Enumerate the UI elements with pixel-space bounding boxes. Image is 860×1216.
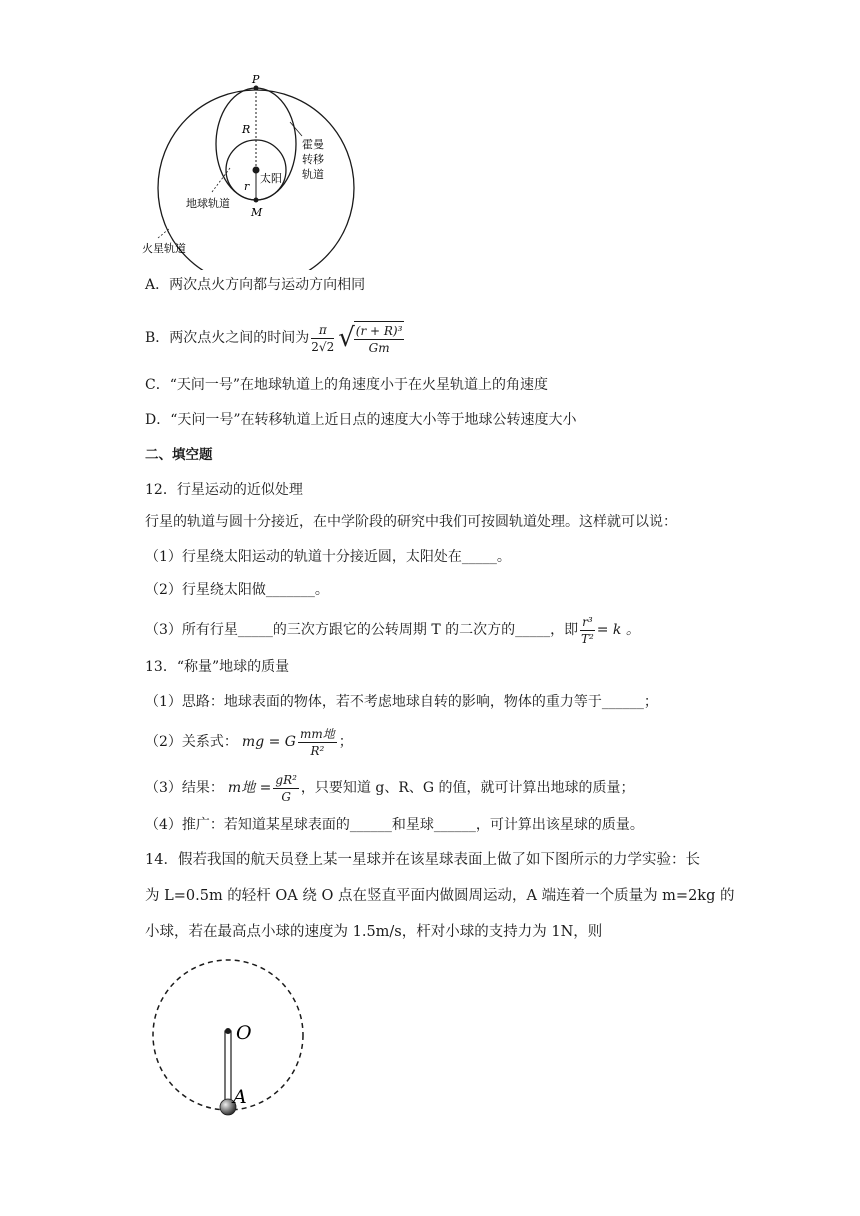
section-title: 二、填空题: [145, 447, 213, 463]
label-O: O: [236, 1022, 252, 1044]
q13-part2-prefix: （2）关系式：: [145, 734, 238, 750]
label-P: P: [252, 73, 260, 86]
q13-part2-tail: ；: [338, 734, 353, 750]
option-d: D．“天问一号”在转移轨道上近日点的速度大小等于地球公转速度大小: [145, 412, 577, 428]
q13-title: 13．“称量”地球的质量: [145, 659, 290, 675]
q14-line1: 14．假若我国的航天员登上某一星球并在该星球表面上做了如下图所示的力学实验：长: [145, 852, 700, 868]
label-r: r: [244, 180, 250, 193]
sqrt-sign: √: [338, 323, 355, 353]
option-b-sqrt-num: (r + R)³: [355, 323, 403, 338]
q13-part3-lhs: m地 =: [227, 780, 272, 796]
mars-orbit-leader: [158, 228, 170, 238]
option-b-sqrt-fraction: [354, 321, 405, 356]
q13-part1: （1）思路：地球表面的物体，若不考虑地球自转的影响，物体的重力等于______；: [145, 694, 658, 710]
rod-diagram: [148, 955, 313, 1120]
label-A: A: [233, 1086, 247, 1108]
rod: [225, 1031, 231, 1103]
q13-part3-prefix: （3）结果：: [145, 780, 224, 796]
label-hohmann-1: 霍曼: [302, 138, 324, 151]
option-b-frac-num: π: [311, 322, 334, 339]
q13-part3-fraction: [273, 772, 299, 805]
q13-part2-frac-num: mm地: [299, 726, 335, 741]
q12-kepler-fraction: [580, 614, 595, 647]
q14-line3: 小球，若在最高点小球的速度为 1.5m/s，杆对小球的支持力为 1N，则: [145, 924, 603, 940]
option-b-fraction: [311, 322, 334, 355]
pivot-O: [225, 1028, 231, 1034]
option-b: [145, 316, 406, 360]
option-b-frac-den: 2√2: [311, 339, 335, 354]
q12-intro: 行星的轨道与圆十分接近，在中学阶段的研究中我们可按圆轨道处理。这样就可以说：: [145, 514, 677, 530]
q13-part2-frac-den: R²: [310, 743, 325, 758]
q12-frac-num: r³: [582, 614, 593, 629]
q12-frac-den: T²: [581, 631, 594, 646]
label-M: M: [251, 206, 263, 219]
q12-part1: （1）行星绕太阳运动的轨道十分接近圆，太阳处在_____。: [145, 549, 511, 565]
q13-part3-tail: ，只要知道 g、R、G 的值，就可计算出地球的质量；: [300, 780, 635, 796]
orbit-diagram: [140, 70, 380, 270]
q12-part3-text: （3）所有行星_____的三次方跟它的公转周期 T 的二次方的_____，即: [145, 622, 579, 638]
q13-part3-frac-num: gR²: [275, 772, 297, 787]
point-M: [254, 198, 259, 203]
label-earth-orbit: 地球轨道: [186, 197, 230, 210]
q12-title: 12．行星运动的近似处理: [145, 482, 303, 498]
option-b-prefix: B．两次点火之间的时间为: [145, 330, 310, 346]
sun-dot: [253, 167, 260, 174]
option-a: A．两次点火方向都与运动方向相同: [145, 277, 366, 293]
label-hohmann-2: 转移: [302, 153, 324, 166]
q13-part3: [145, 768, 635, 808]
q13-part4: （4）推广：若知道某星球表面的______和星球______，可计算出该星球的质量。: [145, 817, 644, 833]
q12-part2: （2）行星绕太阳做_______。: [145, 582, 329, 598]
label-hohmann-3: 轨道: [302, 168, 324, 181]
option-b-sqrt-den: Gm: [368, 340, 390, 355]
q14-line2: 为 L=0.5m 的轻杆 OA 绕 O 点在竖直平面内做圆周运动，A 端连着一个质量为 m=2kg 的: [145, 888, 735, 904]
label-R: R: [242, 123, 251, 136]
q13-part2: [145, 722, 353, 762]
label-sun: 太阳: [260, 172, 282, 185]
q13-part2-fraction: [298, 726, 337, 759]
label-mars-orbit: 火星轨道: [142, 242, 186, 255]
q12-part3: [145, 610, 640, 650]
q12-part3-tail: = k 。: [596, 622, 640, 638]
point-P: [254, 86, 259, 91]
q13-part3-frac-den: G: [281, 789, 291, 804]
q13-part2-lhs: mg = G: [241, 734, 296, 750]
option-c: C．“天问一号”在地球轨道上的角速度小于在火星轨道上的角速度: [145, 377, 549, 393]
